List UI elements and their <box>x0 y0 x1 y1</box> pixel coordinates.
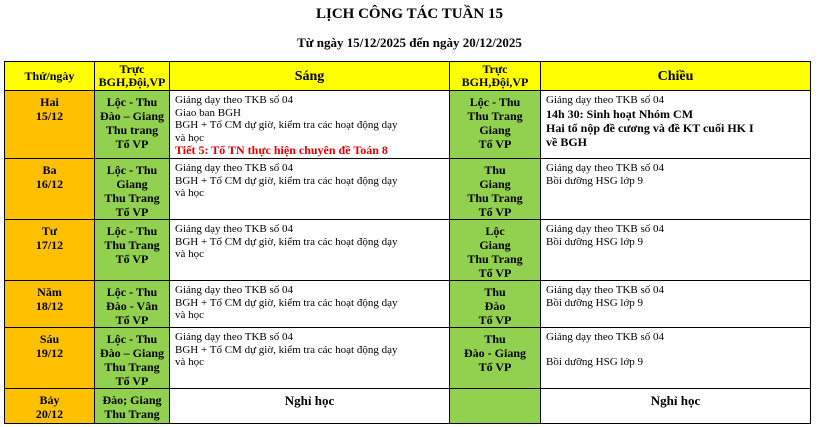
header-afternoon: Chiều <box>541 62 811 91</box>
day-cell: Tư 17/12 <box>5 220 95 281</box>
morning-work-cell: Giảng dạy theo TKB số 04 BGH + Tổ CM dự giờ, kiểm tra các hoạt động dạy và học <box>170 328 450 389</box>
duty-morning-cell: Lộc - Thu Đào – Giang Thu Trang Tổ VP <box>95 328 170 389</box>
afternoon-work-cell: Giảng dạy theo TKB số 04 Bồi dưỡng HSG lớp 9 <box>541 159 811 220</box>
duty-morning-cell: Lộc - Thu Đào - Vân Tổ VP <box>95 281 170 328</box>
schedule-table <box>4 61 811 424</box>
header-day: Thứ/ngày <box>5 62 95 91</box>
duty-morning-cell: Lộc - Thu Đào – Giang Thu trang Tổ VP <box>95 91 170 159</box>
duty-afternoon-cell: Lộc Giang Thu Trang Tổ VP <box>450 220 541 281</box>
afternoon-off-cell: Nghỉ học <box>541 389 811 424</box>
table-row <box>5 159 811 220</box>
table-row <box>5 220 811 281</box>
table-row <box>5 281 811 328</box>
table-row <box>5 389 811 424</box>
morning-off-cell: Nghỉ học <box>170 389 450 424</box>
morning-work-cell: Giảng dạy theo TKB số 04 BGH + Tổ CM dự giờ, kiểm tra các hoạt động dạy và học <box>170 281 450 328</box>
duty-morning-cell: Lộc - Thu Giang Thu Trang Tổ VP <box>95 159 170 220</box>
morning-work-cell: Giảng dạy theo TKB số 04 BGH + Tổ CM dự giờ, kiểm tra các hoạt động dạy và học <box>170 159 450 220</box>
highlight-note: Tiết 5: Tổ TN thực hiện chuyên đề Toán 8 <box>175 144 388 157</box>
morning-work-cell: Giảng dạy theo TKB số 04 Giao ban BGH BGH + Tổ CM dự giờ, kiểm tra các hoạt động dạy và học Tiết 5: Tổ TN thực hiện chuyên đề Toán 8 <box>170 91 450 159</box>
header-duty-morning: Trực BGH,Đội,VP <box>95 62 170 91</box>
duty-morning-cell: Đào; Giang Thu Trang <box>95 389 170 424</box>
duty-afternoon-cell: Thu Đào - Giang Tổ VP <box>450 328 541 389</box>
morning-work-cell: Giảng dạy theo TKB số 04 BGH + Tổ CM dự giờ, kiểm tra các hoạt động dạy và học <box>170 220 450 281</box>
duty-morning-cell: Lộc - Thu Thu Trang Tổ VP <box>95 220 170 281</box>
day-cell: Ba 16/12 <box>5 159 95 220</box>
duty-afternoon-cell: Thu Giang Thu Trang Tổ VP <box>450 159 541 220</box>
date-range-subtitle: Từ ngày 15/12/2025 đến ngày 20/12/2025 <box>297 35 522 50</box>
header-row <box>5 62 811 91</box>
afternoon-work-cell: Giảng dạy theo TKB số 04 Bồi dưỡng HSG lớp 9 <box>541 281 811 328</box>
day-cell: Bảy 20/12 <box>5 389 95 424</box>
afternoon-work-cell: Giảng dạy theo TKB số 04 Bồi dưỡng HSG lớp 9 <box>541 220 811 281</box>
duty-afternoon-cell <box>450 389 541 424</box>
duty-afternoon-cell: Lộc - Thu Thu Trang Giang Tổ VP <box>450 91 541 159</box>
afternoon-work-cell: Giảng dạy theo TKB số 04 Bồi dưỡng HSG lớp 9 <box>541 328 811 389</box>
day-cell: Năm 18/12 <box>5 281 95 328</box>
day-cell: Sáu 19/12 <box>5 328 95 389</box>
afternoon-work-cell: Giảng dạy theo TKB số 04 14h 30: Sinh hoạt Nhóm CM Hai tổ nộp đề cương và đề KT cuối HK I về BGH <box>541 91 811 159</box>
table-row <box>5 328 811 389</box>
table-row <box>5 91 811 159</box>
header-duty-afternoon: Trực BGH,Đội,VP <box>450 62 541 91</box>
page-title: LỊCH CÔNG TÁC TUẦN 15 <box>316 6 503 22</box>
day-cell: Hai 15/12 <box>5 91 95 159</box>
header-morning: Sáng <box>170 62 450 91</box>
duty-afternoon-cell: Thu Đào Tổ VP <box>450 281 541 328</box>
